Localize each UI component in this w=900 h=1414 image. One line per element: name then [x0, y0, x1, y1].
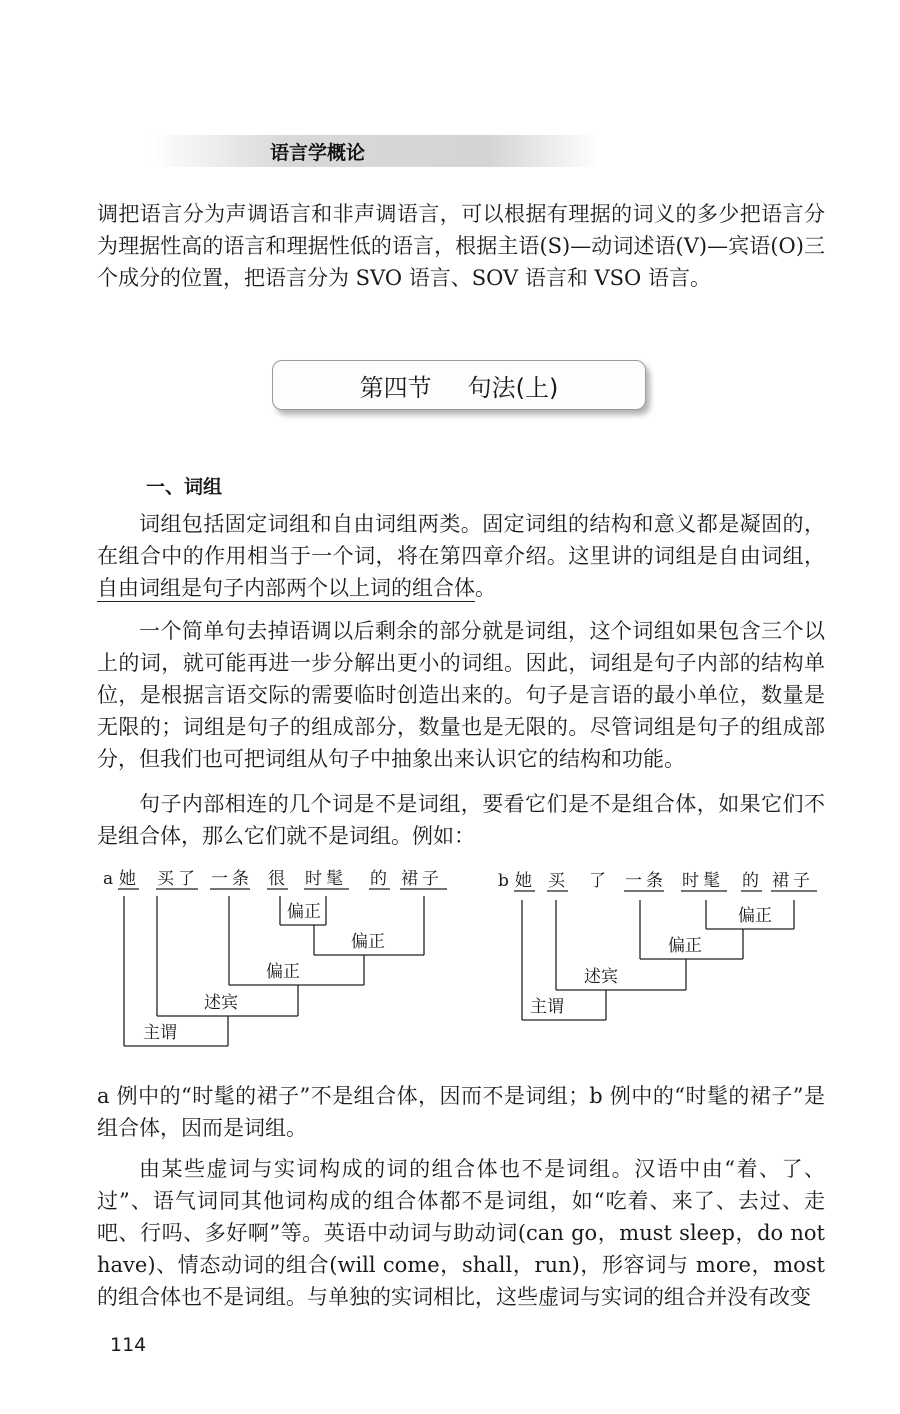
diagram-a-relation-1: 偏正 [287, 902, 321, 922]
diagram-b-relation-2: 偏正 [668, 936, 702, 956]
diagram-b-relation-4: 主谓 [530, 997, 564, 1017]
diagram-b [498, 871, 817, 1020]
section-title: 句法(上) [467, 373, 559, 402]
diagram-b-word-6: 的 [742, 871, 759, 891]
diagram-a-label: a [103, 869, 114, 889]
diagram-b-word-5: 时髦 [682, 871, 724, 891]
diagram-b-relation-1: 偏正 [738, 906, 772, 926]
diagram-b-word-3: 了 [589, 871, 606, 891]
diagram-a-word-2: 买了 [157, 869, 199, 889]
diagram-b-word-2: 买 [548, 871, 565, 891]
diagram-b-relation-3: 述宾 [584, 967, 618, 987]
diagram-a-word-7: 裙子 [401, 869, 443, 889]
diagram-a-relation-4: 述宾 [204, 993, 238, 1013]
running-head: 语言学概论 [270, 142, 366, 164]
diagram-a-word-1: 她 [119, 869, 136, 889]
paragraph-1-end: 。 [475, 576, 496, 600]
subsection-title: 一、词组 [146, 476, 223, 498]
diagram-a-word-3: 一条 [211, 869, 253, 889]
paragraph-4: a 例中的“时髦的裙子”不是组合体，因而不是词组；b 例中的“时髦的裙子”是组合体，因而是词组。 [97, 1084, 825, 1140]
intro-paragraph: 调把语言分为声调语言和非声调语言，可以根据有理据的词义的多少把语言分为理据性高的语言和理据性低的语言，根据主语(S)—动词述语(V)—宾语(O)三个成分的位置，把语言分为 SVO 语言、SOV 语言和 VSO 语言。 [97, 202, 825, 290]
diagram-b-word-7: 裙子 [772, 871, 814, 891]
paragraph-1-text: 词组包括固定词组和自由词组两类。固定词组的结构和意义都是凝固的，在组合中的作用相当于一个词，将在第四章介绍。这里讲的词组是自由词组， [97, 512, 825, 568]
page-number: 114 [110, 1334, 147, 1356]
paragraph-5: 由某些虚词与实词构成的词的组合体也不是词组。汉语中由“着、了、过”、语气词同其他词构成的组合体都不是词组，如“吃着、来了、去过、走吧、行吗、多好啊”等。英语中动词与助动词(can go，must sleep，do not have)、情态动词的组合(will come，shall，run)，形容词与 more，most 的组合体也不是词组。与单独的实词相比，这些虚词与实词的组合并没有改变 [97, 1157, 825, 1309]
diagram-a [103, 869, 447, 1046]
diagram-b-word-4: 一条 [625, 871, 667, 891]
paragraph-2: 一个简单句去掉语调以后剩余的部分就是词组，这个词组如果包含三个以上的词，就可能再进一步分解出更小的词组。因此，词组是句子内部的结构单位，是根据言语交际的需要临时创造出来的。句子是言语的最小单位，数量是无限的；词组是句子的组成部分，数量也是无限的。尽管词组是句子的组成部分，但我们也可把词组从句子中抽象出来认识它的结构和功能。 [97, 619, 825, 771]
section-number: 第四节 [359, 373, 432, 402]
diagram-b-label: b [498, 871, 509, 891]
paragraph-3: 句子内部相连的几个词是不是词组，要看它们是不是组合体，如果它们不是组合体，那么它们就不是词组。例如： [97, 792, 825, 848]
diagram-a-relation-5: 主谓 [143, 1023, 177, 1043]
diagram-a-relation-2: 偏正 [351, 932, 385, 952]
diagram-a-word-4: 很 [268, 869, 285, 889]
diagram-a-relation-3: 偏正 [266, 962, 300, 982]
diagram-b-word-1: 她 [515, 871, 532, 891]
definition-underline: 自由词组是句子内部两个以上词的组合体 [97, 576, 475, 600]
diagram-a-word-6: 的 [370, 869, 387, 889]
diagram-a-word-5: 时髦 [305, 869, 347, 889]
